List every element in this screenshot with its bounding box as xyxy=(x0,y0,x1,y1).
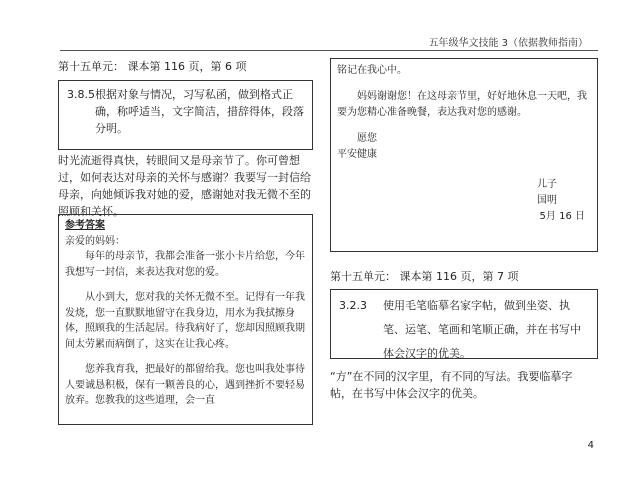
page-number: 4 xyxy=(587,440,594,451)
letter-line-1: 铭记在我心中。 xyxy=(337,65,407,76)
note-paragraph: “方”在不同的汉字里，有不同的写法。我要临摹字帖，在书写中体会汉字的优美。 xyxy=(330,370,573,400)
letter-paragraph-2: 从小到大，您对我的关怀无微不至。记得有一年我发烧，您一直默默地留守在我身边，用水为我拭擦身体，照顾我的生活起居。待我病好了，您却因照顾我期间太劳累而病倒了，这实在让我心疼。 xyxy=(65,292,305,350)
unit-title-right: 第十五单元： 课本第 116 页，第 7 项 xyxy=(330,270,519,283)
letter-signoff-2: 国明 xyxy=(537,195,557,206)
objective-box-right xyxy=(330,289,598,359)
intro-paragraph: 时光流逝得真快，转眼间又是母亲节了。你可曾想过，如何表达对母亲的关怀与感谢？我要写一封信给母亲，向她倾诉我对她的爱，感谢她对我无微不至的照顾和关怀。 xyxy=(58,154,311,218)
unit-title-left: 第十五单元： 课本第 116 页，第 6 项 xyxy=(58,60,247,73)
objective-box-left xyxy=(58,80,313,150)
answer-box xyxy=(58,214,313,425)
letter-continuation-box xyxy=(330,58,598,252)
page-header: 五年级华文技能 3（依据教师指南） xyxy=(428,38,588,49)
letter-salutation: 亲爱的妈妈： xyxy=(65,235,125,247)
letter-signoff-1: 儿子 xyxy=(537,179,557,190)
letter-paragraph-3: 您养我育我，把最好的都留给我。您也叫我处事待人要诚恳积极，保有一颗善良的心，遇到挫折不要轻易放弃。您教我的这些道理，会一直 xyxy=(65,364,305,406)
header-divider xyxy=(60,50,598,51)
letter-date: 5月 16 日 xyxy=(539,211,585,222)
objective-code: 3.8.5 xyxy=(67,88,95,101)
objective-text-right: 使用毛笔临摹名家字帖，做到坐姿、执笔、运笔、笔画和笔顺正确，并在书写中体会汉字的优美。 xyxy=(383,299,581,360)
answer-heading: 参考答案 xyxy=(65,220,105,231)
letter-paragraph-thanks: 妈妈谢谢您！在这母亲节里，好好地休息一天吧，我要为您精心准备晚餐，表达我对您的感谢。 xyxy=(337,91,587,118)
letter-paragraph-1: 每年的母亲节，我都会准备一张小卡片给您，今年我想写一封信，来表达我对您的爱。 xyxy=(65,251,305,278)
letter-wish-2: 平安健康 xyxy=(337,149,377,160)
objective-code-right: 3.2.3 xyxy=(339,299,367,312)
letter-wish-1: 愿您 xyxy=(357,133,377,144)
objective-text: 根据对象与情况，习写私函，做到格式正确，称呼适当，文字简洁，措辞得体，段落分明。 xyxy=(95,88,304,135)
